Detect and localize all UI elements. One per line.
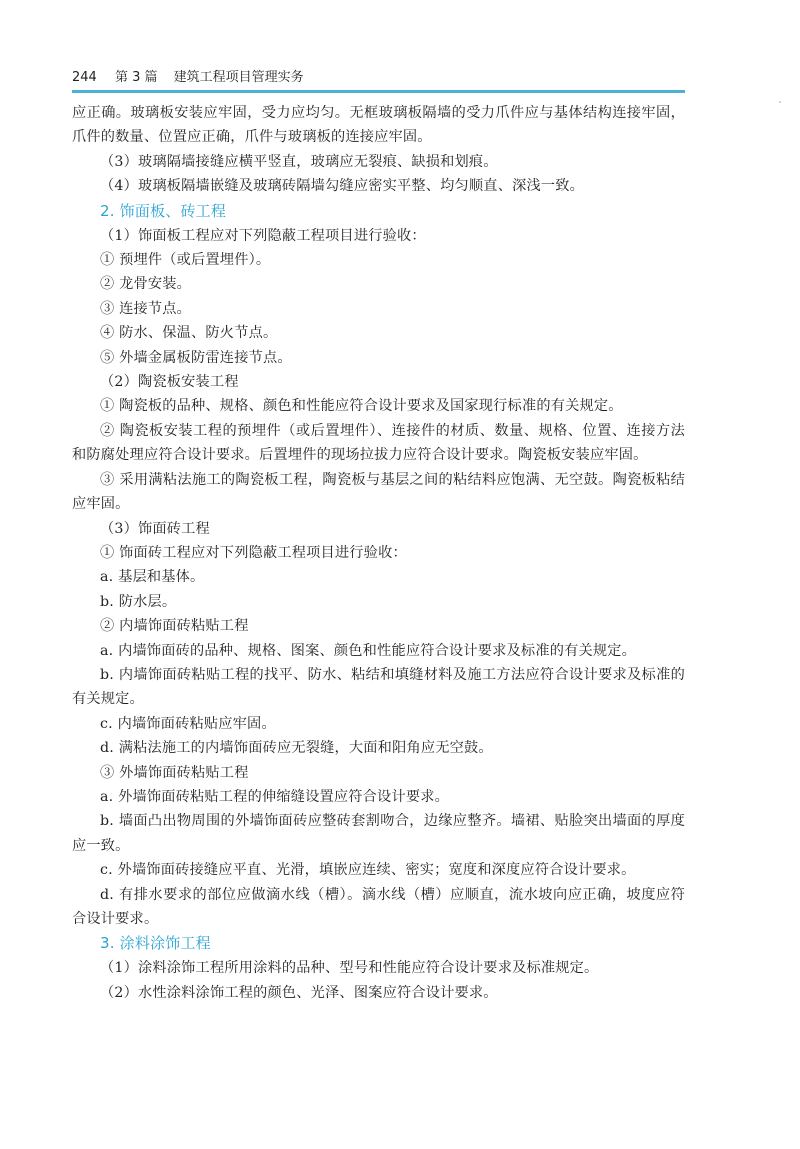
list-item: a. 外墙饰面砖粘贴工程的伸缩缝设置应符合设计要求。 <box>100 788 449 805</box>
subsection-title: （2）陶瓷板安装工程 <box>100 374 239 391</box>
list-item: ② 陶瓷板安装工程的预埋件（或后置埋件）、连接件的材质、数量、规格、位置、连接方法和防腐处理应符合设计要求。后置埋件的现场拉拔力应符合设计要求。陶瓷板安装应牢固。 <box>72 422 685 464</box>
list-item: d. 满粘法施工的内墙饰面砖应无裂缝，大面和阳角应无空鼓。 <box>100 740 493 757</box>
list-item: b. 防水层。 <box>100 593 177 610</box>
margin-speck <box>779 101 781 103</box>
paragraph: （1）涂料涂饰工程所用涂料的品种、型号和性能应符合设计要求及标准规定。 <box>100 960 599 977</box>
section-heading: 2. 饰面板、砖工程 <box>100 201 227 220</box>
header-rule <box>72 90 685 93</box>
list-item: a. 基层和基体。 <box>100 569 205 586</box>
subsection-title: ③ 外墙饰面砖粘贴工程 <box>100 764 249 781</box>
subsection-title: （3）饰面砖工程 <box>100 520 210 537</box>
page-number: 244 <box>72 70 97 85</box>
list-item: b. 内墙饰面砖粘贴工程的找平、防水、粘结和填缝材料及施工方法应符合设计要求及标准的有关规定。 <box>72 666 685 708</box>
subsection-title: ② 内墙饰面砖粘贴工程 <box>100 618 249 635</box>
list-item: ③ 连接节点。 <box>100 300 192 317</box>
list-item: c. 内墙饰面砖粘贴应牢固。 <box>100 715 276 732</box>
paragraph: （3）玻璃隔墙接缝应横平竖直，玻璃应无裂痕、缺损和划痕。 <box>100 153 498 170</box>
running-header <box>72 66 685 88</box>
part-label: 第 3 篇 <box>114 70 158 85</box>
book-title: 建筑工程项目管理实务 <box>173 70 304 85</box>
list-item: d. 有排水要求的部位应做滴水线（槽）。滴水线（槽）应顺直，流水坡向应正确，坡度应符合设计要求。 <box>72 886 685 927</box>
paragraph: （1）饰面板工程应对下列隐蔽工程项目进行验收： <box>100 227 426 244</box>
list-item: b. 墙面凸出物周围的外墙饰面砖应整砖套割吻合，边缘应整齐。墙裙、贴脸突出墙面的厚度应一致。 <box>72 813 685 854</box>
body-text <box>72 101 685 1005</box>
list-item: c. 外墙饰面砖接缝应平直、光滑，填嵌应连续、密实；宽度和深度应符合设计要求。 <box>100 862 636 879</box>
list-item: a. 内墙饰面砖的品种、规格、图案、颜色和性能应符合设计要求及标准的有关规定。 <box>100 642 637 659</box>
list-item: ③ 采用满粘法施工的陶瓷板工程，陶瓷板与基层之间的粘结料应饱满、无空鼓。陶瓷板粘结应牢固。 <box>72 471 685 513</box>
list-item: ① 饰面砖工程应对下列隐蔽工程项目进行验收： <box>100 544 407 561</box>
paragraph: （4）玻璃板隔墙嵌缝及玻璃砖隔墙勾缝应密实平整、均匀顺直、深浅一致。 <box>100 178 585 195</box>
section-heading: 3. 涂料涂饰工程 <box>100 934 211 953</box>
list-item: ① 陶瓷板的品种、规格、颜色和性能应符合设计要求及国家现行标准的有关规定。 <box>100 398 623 415</box>
paragraph: 应正确。玻璃板安装应牢固，受力应均匀。无框玻璃板隔墙的受力爪件应与基体结构连接牢固，爪件的数量、位置应正确，爪件与玻璃板的连接应牢固。 <box>72 105 685 146</box>
list-item: ⑤ 外墙金属板防雷连接节点。 <box>100 349 292 366</box>
list-item: ② 龙骨安装。 <box>100 276 192 293</box>
list-item: ① 预埋件（或后置埋件）。 <box>100 252 271 269</box>
paragraph: （2）水性涂料涂饰工程的颜色、光泽、图案应符合设计要求。 <box>100 984 498 1001</box>
list-item: ④ 防水、保温、防火节点。 <box>100 325 278 342</box>
